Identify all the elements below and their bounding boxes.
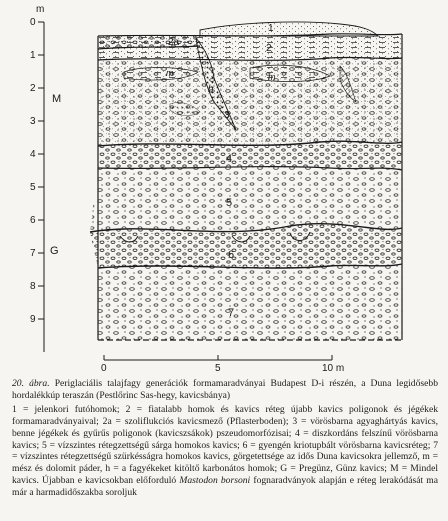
depth-tick-label: 8 bbox=[30, 281, 36, 292]
caption-legend-paragraph bbox=[12, 404, 438, 499]
scale-tick-label: 5 bbox=[215, 363, 221, 372]
layer-label-4: 4 bbox=[226, 153, 233, 165]
horizontal-scale-bar bbox=[101, 355, 344, 372]
marker-mindel: M bbox=[52, 93, 62, 105]
figure-caption bbox=[12, 378, 438, 499]
legend-text: 1 = jelenkori futóhomok; 2 = fiatalabb homok és kavics réteg újabb kavics poligonok és jégékek formamaradványaival; 2a = szoliflukciós kavicsmező (Pflasterboden); 3 = vörösbarna agyaghártyás kavics, benne jégékek és gyűrűs poligonok (kavicszsákok) pszeudomorfózisai; 4 = diszkordáns felszínű vörösbarna kavics; 5 = vízszintes rétegzettségű sárga homokos kavics; 6 = gyengén kriotuрbált vörösbarna kavicsréteg; 7 = vízszintes rétegzettségű szürkésságra homokos kavics, görgetettsége az idős Duna kavicsokra jellemző, m = mész és dolomit páder, h = a fagyékeket kitöltő karbonátos homok; G = Pregünz, Günz kavics; M = Mindel kavics. Újabban e kavicsokban előforduló bbox=[12, 403, 438, 487]
caption-title-paragraph bbox=[12, 378, 438, 402]
marker-gunz: G bbox=[50, 245, 59, 257]
label-m-lens: m bbox=[166, 68, 174, 78]
depth-tick-label: 6 bbox=[30, 215, 36, 226]
layer-label-2: 2 bbox=[266, 43, 272, 54]
figure-title: Periglaciális talajfagy generációk formamaradványai Budapest D-i részén, a Duna legidősebb hordalékkúp teraszán (Pestlőrinc Sas-hegy, kavicsbánya) bbox=[12, 378, 438, 401]
layer-label-7: 7 bbox=[228, 307, 235, 319]
layer-5-yellow-sandy-gravel bbox=[90, 167, 402, 232]
depth-tick-label: 2 bbox=[30, 83, 36, 94]
depth-tick-label: 5 bbox=[30, 182, 36, 193]
layer-label-2a: 2a bbox=[168, 37, 180, 48]
label-m-lens: m bbox=[268, 72, 276, 82]
layer-7-grey-sandy-gravel bbox=[98, 264, 402, 340]
layer-label-6: 6 bbox=[228, 249, 235, 261]
depth-tick-label: 3 bbox=[30, 116, 36, 127]
label-h-wedge: h bbox=[208, 84, 214, 95]
figure-number: 20. ábra. bbox=[12, 378, 50, 389]
scale-tick-label: 10 m bbox=[322, 363, 345, 372]
vertical-depth-axis bbox=[30, 4, 61, 352]
depth-tick-label: 4 bbox=[30, 149, 36, 160]
legend-taxon-name: Mastodon borsoni bbox=[179, 475, 251, 487]
layer-label-5: 5 bbox=[226, 197, 233, 209]
depth-tick-label: 1 bbox=[30, 50, 36, 61]
scale-tick-label: 0 bbox=[101, 363, 107, 372]
depth-tick-label: 0 bbox=[30, 17, 36, 28]
depth-tick-label: 9 bbox=[30, 314, 36, 325]
layer-label-3: 3 bbox=[224, 110, 230, 121]
depth-tick-label: 7 bbox=[30, 248, 36, 259]
axis-unit-label: m bbox=[36, 4, 45, 15]
legend-text-end: fognaradványok alapján e réteg lerakódását ma már a harmadidőszakba soroljuk bbox=[12, 475, 439, 499]
layer-label-1: 1 bbox=[268, 23, 274, 34]
